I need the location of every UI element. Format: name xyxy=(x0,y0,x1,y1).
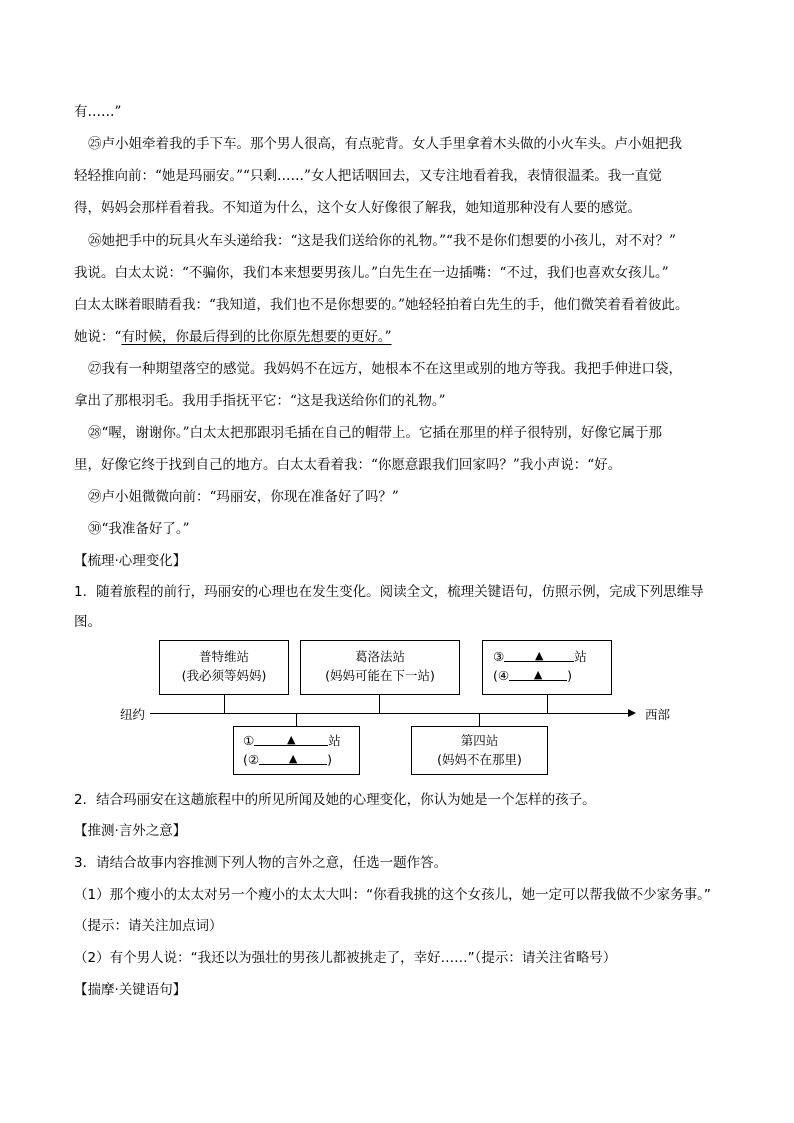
key-sentence-underlined: 有时候，你最后得到的比你原先想要的更好。” xyxy=(121,329,392,345)
paragraph-25-line-2: 轻轻推向前：“她是玛丽安。”“只剩……”女人把话咽回去，又专注地看着我，表情很温柔。我一直觉 xyxy=(74,168,662,184)
fill-blank-4[interactable] xyxy=(509,666,567,681)
station-feeling: (妈妈可能在下一站) xyxy=(325,668,435,683)
blank-row-2 xyxy=(243,750,359,769)
paragraph-25-line-1: ㉕卢小姐牵着我的手下车。那个男人很高，有点驼背。女人手里拿着木头做的小火车头。卢小姐把我 xyxy=(88,136,682,152)
connector xyxy=(296,713,297,727)
blank-label-4: (④ xyxy=(493,668,510,683)
station-box-putewei xyxy=(159,640,289,695)
station-box-blank-3 xyxy=(482,640,612,695)
blank-row-3 xyxy=(493,647,611,666)
paragraph-26-line-3: 白太太眯着眼睛看我：“我知道，我们也不是你想要的。”她轻轻拍着白先生的手，他们微笑着看着彼此。 xyxy=(74,297,689,313)
station-box-geluofa xyxy=(300,640,460,695)
paragraph-26-line-1: ㉖她把手中的玩具火车头递给我：“这是我们送给你的礼物。”“我不是你们想要的小孩儿，对不对？” xyxy=(88,233,676,249)
paragraph-25-line-3: 得，妈妈会那样看着我。不知道为什么，这个女人好像很了解我，她知道那种没有人要的感觉。 xyxy=(74,200,641,216)
station-name: 葛洛法站 xyxy=(354,649,405,664)
fill-blank-3[interactable] xyxy=(504,647,574,662)
paragraph-29: ㉙卢小姐微微向前：“玛丽安，你现在准备好了吗？” xyxy=(88,489,399,505)
paragraph-28-line-1: ㉘“喔，谢谢你。”白太太把那跟羽毛插在自己的帽带上。它插在那里的样子很特别，好像它属于那 xyxy=(88,425,663,441)
story-line: 有……” xyxy=(74,104,122,120)
station-name: 普特维站 xyxy=(198,649,249,664)
blank-paren-2: ) xyxy=(327,752,332,767)
paragraph-27-line-1: ㉗我有一种期望落空的感觉。我妈妈不在远方，她根本不在这里或别的地方等我。我把手伸进口袋， xyxy=(88,361,682,377)
timeline-end-label: 西部 xyxy=(645,707,671,722)
timeline-start-label: 纽约 xyxy=(120,707,146,722)
timeline-arrowhead-icon xyxy=(628,709,636,717)
station-name: 第四站 xyxy=(460,733,499,748)
connector xyxy=(547,694,548,713)
section-heading-implication: 【推测·言外之意】 xyxy=(74,823,187,839)
station-box-fourth xyxy=(411,726,548,775)
question-3-option-1: （1）那个瘦小的太太对另一个瘦小的太太大叫：“你看我挑的这个女孩儿，她一定可以帮我做不少家务事。” xyxy=(74,887,711,903)
triangle-marker-icon: ▲ xyxy=(288,752,298,765)
paragraph-26-line-4-prefix: 她说：“ xyxy=(74,329,122,345)
question-3: 3．请结合故事内容推测下列人物的言外之意，任选一题作答。 xyxy=(74,855,448,871)
station-feeling: (我必须等妈妈) xyxy=(181,668,267,683)
triangle-marker-icon: ▲ xyxy=(286,733,296,746)
station-feeling: (妈妈不在那里) xyxy=(437,752,522,767)
blank-label-1: ① xyxy=(243,733,255,748)
section-heading-key-sentences: 【揣摩·关键语句】 xyxy=(74,982,187,998)
question-1-line-1: 1．随着旅程的前行，玛丽安的心理也在发生变化。阅读全文，梳理关键语句，仿照示例，完成下列思维导 xyxy=(74,584,704,600)
paragraph-26-line-4 xyxy=(74,329,392,345)
blank-row-4 xyxy=(493,666,611,685)
paragraph-26-line-2: 我说。白太太说：“不骗你，我们本来想要男孩儿。”白先生在一边插嘴：“不过，我们也喜欢女孩儿。” xyxy=(74,265,669,281)
paragraph-28-line-2: 里，好像它终于找到自己的地方。白太太看着我：“你愿意跟我们回家吗？”我小声说：“好。 xyxy=(74,457,622,473)
timeline-axis xyxy=(150,713,630,714)
fill-blank-2[interactable] xyxy=(259,750,327,765)
triangle-marker-icon: ▲ xyxy=(533,668,543,681)
blank-row-1 xyxy=(243,731,359,750)
blank-suffix-3: 站 xyxy=(574,649,587,664)
blank-suffix-1: 站 xyxy=(328,733,341,748)
connector xyxy=(379,694,380,713)
station-box-blank-1 xyxy=(233,726,360,775)
blank-label-3: ③ xyxy=(493,649,505,664)
connector xyxy=(224,694,225,713)
question-3-option-1-hint: （提示：请关注加点词） xyxy=(74,918,223,934)
fill-blank-1[interactable] xyxy=(254,731,328,746)
question-1-line-2: 图。 xyxy=(74,614,101,630)
section-heading-psychology: 【梳理·心理变化】 xyxy=(74,553,187,569)
paragraph-30: ㉚“我准备好了。” xyxy=(88,521,190,537)
question-3-option-2: （2）有个男人说：“我还以为强壮的男孩儿都被挑走了，幸好……”（提示：请关注省略号） xyxy=(74,950,617,966)
blank-label-2: (② xyxy=(243,752,260,767)
connector xyxy=(479,713,480,727)
paragraph-27-line-2: 拿出了那根羽毛。我用手指抚平它：“这是我送给你们的礼物。” xyxy=(74,393,446,409)
triangle-marker-icon: ▲ xyxy=(534,649,544,662)
question-2: 2．结合玛丽安在这趟旅程中的所见所闻及她的心理变化，你认为她是一个怎样的孩子。 xyxy=(74,792,596,808)
blank-paren-4: ) xyxy=(567,668,572,683)
